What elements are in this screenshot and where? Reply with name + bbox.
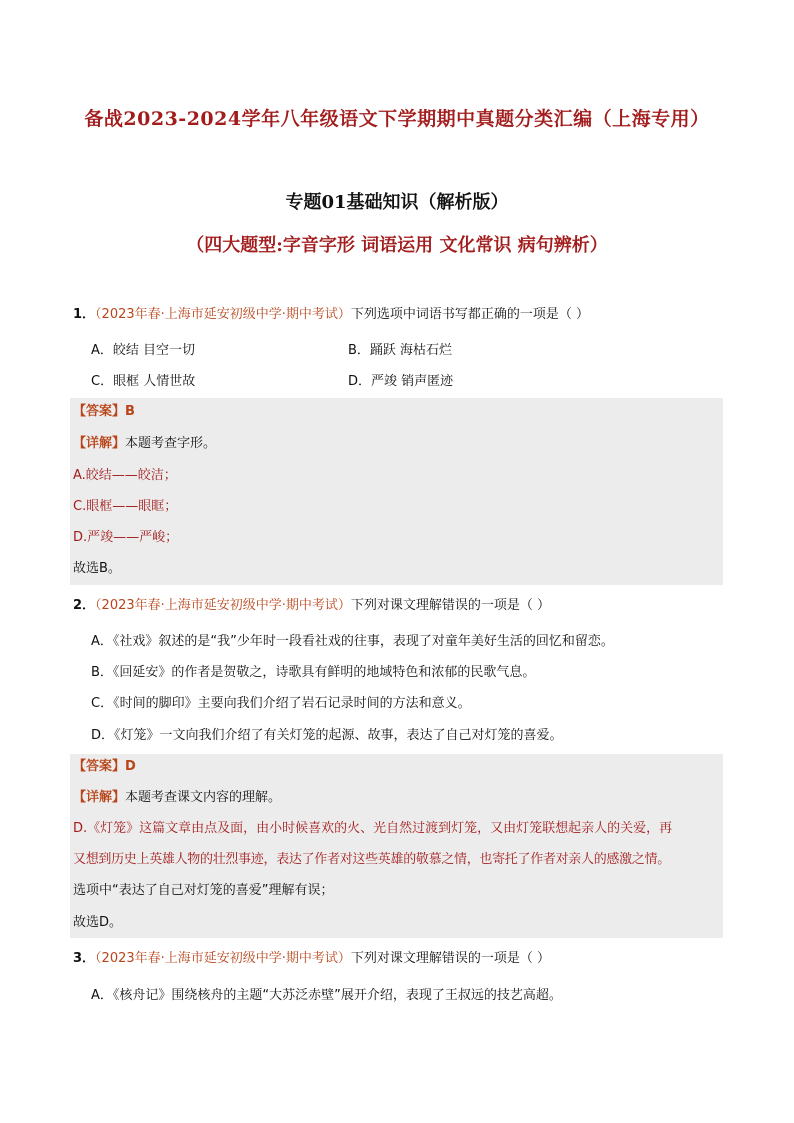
question-stem: 下列选项中词语书写都正确的一项是（ ）: [350, 307, 590, 322]
q2-conclusion: 故选D。: [73, 915, 123, 930]
q1-detail-line: D.严竣——严峻；: [73, 530, 179, 545]
question-source: （2023年春·上海市延安初级中学·期中考试）: [95, 598, 351, 613]
q1-detail-line: A.皎结——皎洁；: [73, 468, 177, 483]
topic-title: 专题01基础知识（解析版）: [285, 192, 509, 213]
q2-option-d: D．《灯笼》一文向我们介绍了有关灯笼的起源、故事，表达了自己对灯笼的喜爱。: [91, 728, 563, 743]
answer-tag: 【答案】: [73, 404, 126, 419]
q2-answer: [73, 757, 136, 777]
question-stem: 下列对课文理解错误的一项是（ ）: [350, 598, 551, 613]
q1-detail-line: C.眼框——眼眶；: [73, 499, 178, 514]
q1-answer-box: [70, 398, 723, 585]
question-source: （2023年春·上海市延安初级中学·期中考试）: [95, 307, 351, 322]
question-stem: 下列对课文理解错误的一项是（ ）: [350, 951, 551, 966]
answer-tag: 【答案】: [73, 759, 126, 774]
question-number: 1．: [73, 307, 96, 322]
detail-tag: 【详解】: [73, 436, 126, 451]
q3-option-a: A．《核舟记》围绕核舟的主题“大苏泛赤壁”展开介绍，表现了王叔远的技艺高超。: [91, 988, 562, 1003]
question-source: （2023年春·上海市延安初级中学·期中考试）: [95, 951, 351, 966]
q2-detail: [73, 788, 281, 808]
question-number: 2．: [73, 598, 96, 613]
q1-detail: [73, 434, 216, 454]
q2-option-b: B．《回延安》的作者是贺敬之，诗歌具有鲜明的地域特色和浓郁的民歌气息。: [91, 665, 536, 680]
detail-text: 本题考查课文内容的理解。: [125, 790, 282, 805]
question-types: （四大题型:字音字形 词语运用 文化常识 病句辨析）: [186, 235, 608, 256]
question-3: [73, 949, 550, 969]
document-title: 备战2023-2024学年八年级语文下学期期中真题分类汇编（上海专用）: [84, 108, 710, 130]
q2-detail-line: 选项中“表达了自己对灯笼的喜爱”理解有误；: [73, 883, 334, 898]
q1-conclusion: 故选B。: [73, 561, 121, 576]
q2-detail-line: 又想到历史上英雄人物的壮烈事迹，表达了作者对这些英雄的敬慕之情，也寄托了作者对亲人的感激之情。: [73, 852, 670, 867]
detail-text: 本题考查字形。: [125, 436, 217, 451]
q2-option-c: C．《时间的脚印》主要向我们介绍了岩石记录时间的方法和意义。: [91, 696, 471, 711]
question-1: [73, 305, 589, 325]
q1-option-a: A．皎结 目空一切: [91, 343, 196, 358]
question-2: [73, 596, 550, 616]
q2-option-a: A．《社戏》叙述的是“我”少年时一段看社戏的往事，表现了对童年美好生活的回忆和留恋。: [91, 634, 614, 649]
q1-option-d: D．严竣 销声匿迹: [348, 374, 454, 389]
q2-detail-line: D.《灯笼》这篇文章由点及面，由小时候喜欢的火、光自然过渡到灯笼，又由灯笼联想起亲人的关爱，再: [73, 821, 673, 836]
question-number: 3．: [73, 951, 96, 966]
answer-value: B: [125, 404, 135, 419]
detail-tag: 【详解】: [73, 790, 126, 805]
q1-answer: [73, 402, 135, 422]
q1-option-b: B．踊跃 海枯石烂: [348, 343, 453, 358]
answer-value: D: [125, 759, 136, 774]
q1-option-c: C．眼框 人情世故: [91, 374, 196, 389]
q2-answer-box: [70, 754, 723, 938]
